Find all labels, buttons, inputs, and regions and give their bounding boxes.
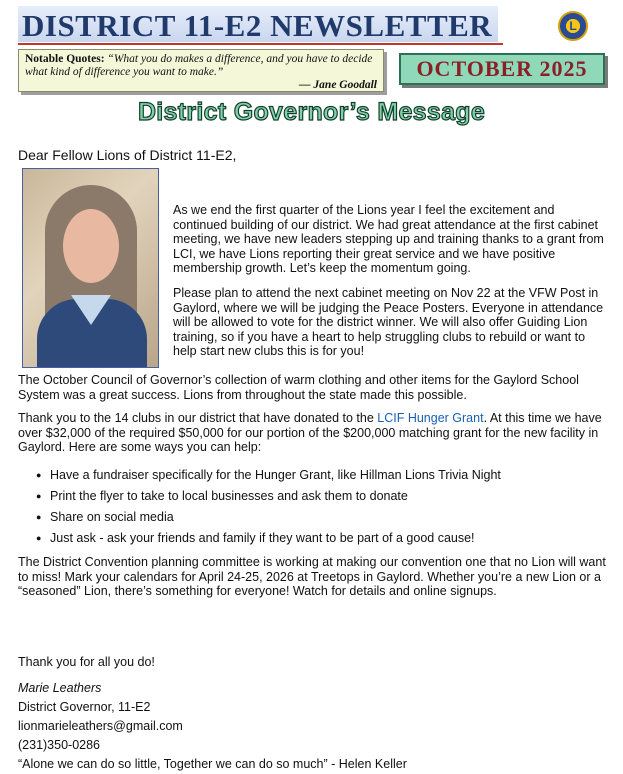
list-item: ● Have a fundraiser specifically for the Hunger Grant, like Hillman Lions Trivia Night <box>36 468 606 489</box>
notable-quote-box <box>18 49 384 92</box>
paragraph-council-collection: The October Council of Governor’s collection of warm clothing and other items for the Gaylord School System was a great success. Lions from throughout the state made this possible. <box>18 373 579 402</box>
lions-logo-icon: L <box>558 11 588 41</box>
quote-text: “What you do makes a difference, and you have to decide what kind of difference you want to make.” <box>25 53 373 78</box>
lcif-hunger-grant-link[interactable]: LCIF Hunger Grant <box>377 411 484 425</box>
list-item: ● Print the flyer to take to local businesses and ask them to donate <box>36 489 606 510</box>
signoff-email[interactable]: lionmarieleathers@gmail.com <box>18 719 183 733</box>
paragraph-cabinet-meeting: Please plan to attend the next cabinet meeting on Nov 22 at the VFW Post in Gaylord, where we will be judging the Peace Posters. Everyone in attendance will be allowed to vote for the district winner. We will also offer Guiding Lion training, so if you have a heart to help struggling clubs to rebuild or want to help start new clubs this is for you! <box>173 286 604 358</box>
paragraph-hunger-grant: Thank you to the 14 clubs in our district that have donated to the LCIF Hunger Grant. At this time we have over $32,000 of the required $50,000 for our portion of the $200,000 matching grant for the new facility in Gaylord. Here are some ways you can help: <box>18 411 602 454</box>
issue-date-badge: OCTOBER 2025 <box>399 53 605 85</box>
signoff-phone: (231)350-0286 <box>18 738 101 752</box>
newsletter-masthead <box>18 6 498 42</box>
paragraph-convention: The District Convention planning committee is working at making our convention one that no Lion will want to miss! Mark your calendars for April 24-25, 2026 at Treetops in Gaylord. Whether you’re a new Lion or a “seasoned” Lion, there’s something for everyone! Watch for details and online signups. <box>18 555 606 598</box>
section-title: District Governor’s Message <box>137 98 486 126</box>
paragraph-first-quarter: As we end the first quarter of the Lions year I feel the excitement and continued building of our district. We had great attendance at the first cabinet meeting, we have new leaders stepping up and training thanks to a grant from LCI, we have Lions reporting their great service and we have positive membership growth. Let’s keep the momentum going. <box>173 203 604 275</box>
quote-author: — Jane Goodall <box>299 79 377 91</box>
quote-label: Notable Quotes: <box>25 53 105 65</box>
masthead-divider <box>18 43 503 45</box>
signoff-role: District Governor, 11-E2 <box>18 700 151 714</box>
signoff-block <box>18 653 407 774</box>
list-item: ● Just ask - ask your friends and family if they want to be part of a good cause! <box>36 531 606 552</box>
salutation: Dear Fellow Lions of District 11-E2, <box>18 147 237 163</box>
closing-quote: “Alone we can do so little, Together we can do so much” - Helen Keller <box>18 757 407 771</box>
signoff-thanks: Thank you for all you do! <box>18 655 155 669</box>
ways-to-help-list <box>36 468 606 552</box>
governor-photo <box>22 168 159 368</box>
list-item: ● Share on social media <box>36 510 606 531</box>
signoff-name: Marie Leathers <box>18 681 102 695</box>
newsletter-title: DISTRICT 11-E2 NEWSLETTER <box>22 8 493 43</box>
